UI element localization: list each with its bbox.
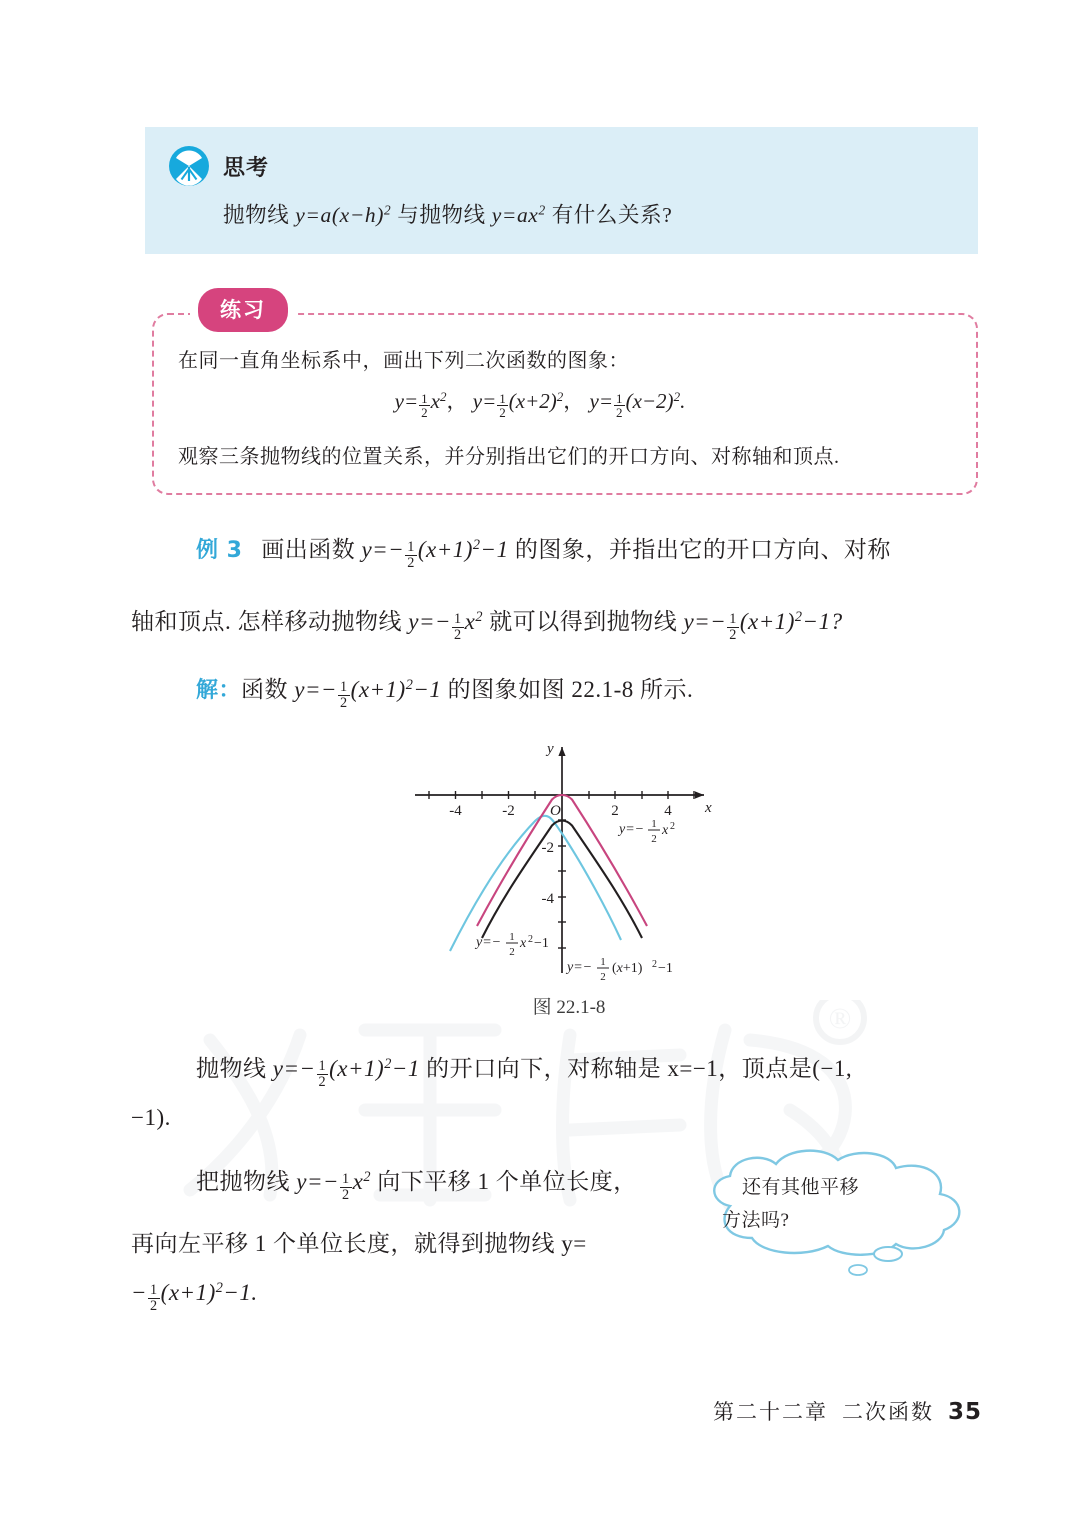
example-line2-formula-2: y=− $\frac{1}{2}$ $(x+1)^2-1$? <box>683 609 843 643</box>
svg-text:1: 1 <box>509 931 515 943</box>
solution-label: 解： <box>196 678 242 703</box>
example-line2-text-a: 轴和顶点. 怎样移动抛物线 <box>131 609 409 634</box>
x-tick-label-4: 4 <box>664 803 672 819</box>
exercise-formula-2: y= $\frac{1}{2}$ $(x+2)^2$ <box>472 388 564 420</box>
move-line-1 <box>196 1163 637 1202</box>
svg-text:2: 2 <box>509 946 515 958</box>
move-text-a: 把抛物线 <box>196 1169 297 1194</box>
x-tick-label-minus2: -2 <box>502 803 515 819</box>
exercise-followup: 观察三条抛物线的位置关系，并分别指出它们的开口方向、对称轴和顶点. <box>178 446 840 468</box>
label-pink-curve <box>617 818 675 845</box>
result-line-2: −1). <box>131 1105 171 1130</box>
example-line1-text-b: 的图象，并指出它的开口方向、对称 <box>508 537 891 562</box>
result-text-b: 的开口向下，对称轴是 x=−1，顶点是(−1, <box>419 1056 853 1081</box>
svg-text:y=−: y=− <box>619 822 645 837</box>
svg-text:(x+1): (x+1) <box>612 961 643 976</box>
example-line2-formula-1: y=− $\frac{1}{2}$ $x^2$ <box>408 609 483 643</box>
think-title: 思考 <box>223 155 270 181</box>
solution-text-b: 的图象如图 22.1-8 所示. <box>441 677 694 702</box>
page-footer <box>713 1396 982 1426</box>
svg-text:−1: −1 <box>534 936 549 951</box>
y-tick-label-minus4: -4 <box>541 891 554 907</box>
think-callout-box <box>145 127 978 254</box>
watermark-registered-mark: ® <box>828 1002 852 1035</box>
example-label: 例 3 <box>196 538 243 563</box>
thinking-person-icon <box>168 145 210 187</box>
think-question-prefix: 抛物线 <box>223 203 296 227</box>
move-line-3 <box>131 1280 258 1313</box>
svg-text:1: 1 <box>651 818 657 830</box>
page-number: 35 <box>947 1399 982 1425</box>
think-question-suffix: 有什么关系? <box>551 203 673 227</box>
exercise-instruction: 在同一直角坐标系中，画出下列二次函数的图象： <box>178 350 629 372</box>
figure-caption: 图 22.1-8 <box>532 997 606 1018</box>
think-header <box>168 145 269 187</box>
result-formula: y=− $\frac{1}{2}$ $(x+1)^2-1$ <box>272 1056 420 1090</box>
example-line-2 <box>131 603 843 642</box>
example-line1-formula: y=− $\frac{1}{2}$ $(x+1)^2-1$ <box>361 537 509 571</box>
label-black-curve <box>474 931 549 958</box>
exercise-badge: 练习 <box>198 288 288 332</box>
svg-text:y=−: y=− <box>476 935 502 950</box>
svg-text:y=−: y=− <box>567 960 593 975</box>
svg-text:2: 2 <box>528 934 533 945</box>
svg-text:−1: −1 <box>658 961 673 976</box>
solution-line <box>196 671 693 710</box>
footer-chapter: 第二十二章 <box>712 1400 828 1424</box>
y-tick-label-minus2: -2 <box>541 840 554 856</box>
thought-bubble-text <box>722 1171 942 1238</box>
svg-text:2: 2 <box>652 959 657 970</box>
svg-text:2: 2 <box>670 821 675 832</box>
solution-text-a: 函数 <box>241 677 295 702</box>
origin-label: O <box>550 803 561 819</box>
example-line1-text-a: 画出函数 <box>261 537 362 562</box>
label-cyan-curve <box>565 956 673 983</box>
think-formula-1: $y=a(x-h)^2$ <box>295 202 392 227</box>
think-question <box>223 198 672 229</box>
svg-text:x: x <box>520 936 527 951</box>
move-line-2: 再向左平移 1 个单位长度，就得到抛物线 y= <box>131 1231 587 1256</box>
think-formula-2: $y=ax^2$ <box>491 202 546 227</box>
exercise-formula-1: y= $\frac{1}{2}$ $x^2$ <box>394 388 447 420</box>
move-text-b: 向下平移 1 个单位长度， <box>370 1169 637 1194</box>
x-axis-label: x <box>705 800 712 816</box>
solution-formula: y=− $\frac{1}{2}$ $(x+1)^2-1$ <box>294 677 442 711</box>
exercise-formula-row: y= $\frac{1}{2}$ $x^2$， y= $\frac{1}{2}$ $(x+2)^2$， y= $\frac{1}{2}$ $(x-2)^2$. <box>394 388 686 420</box>
example-line2-text-b: 就可以得到抛物线 <box>482 609 684 634</box>
y-axis-label: y <box>547 741 554 757</box>
x-tick-label-2: 2 <box>611 803 619 819</box>
footer-section: 二次函数 <box>841 1400 934 1424</box>
move-formula-1: y=− $\frac{1}{2}$ $x^2$ <box>296 1169 371 1203</box>
svg-text:1: 1 <box>600 956 606 968</box>
exercise-formula-3: y= $\frac{1}{2}$ $(x-2)^2$. <box>589 388 686 420</box>
bubble-line-1: 还有其他平移 <box>742 1177 860 1198</box>
figure-22-1-8 <box>404 733 734 983</box>
svg-text:2: 2 <box>600 971 606 983</box>
svg-text:2: 2 <box>651 833 657 845</box>
example-line-1 <box>196 531 891 570</box>
think-question-mid: 与抛物线 <box>397 203 492 227</box>
x-tick-label-minus4: -4 <box>449 803 462 819</box>
result-line-1 <box>196 1050 852 1089</box>
result-text-a: 抛物线 <box>196 1056 273 1081</box>
bubble-line-2: 方法吗? <box>722 1210 790 1232</box>
svg-text:x: x <box>662 823 669 838</box>
y-axis <box>558 747 565 973</box>
move-formula-2: − $\frac{1}{2}$ $(x+1)^2-1$. <box>131 1280 258 1314</box>
